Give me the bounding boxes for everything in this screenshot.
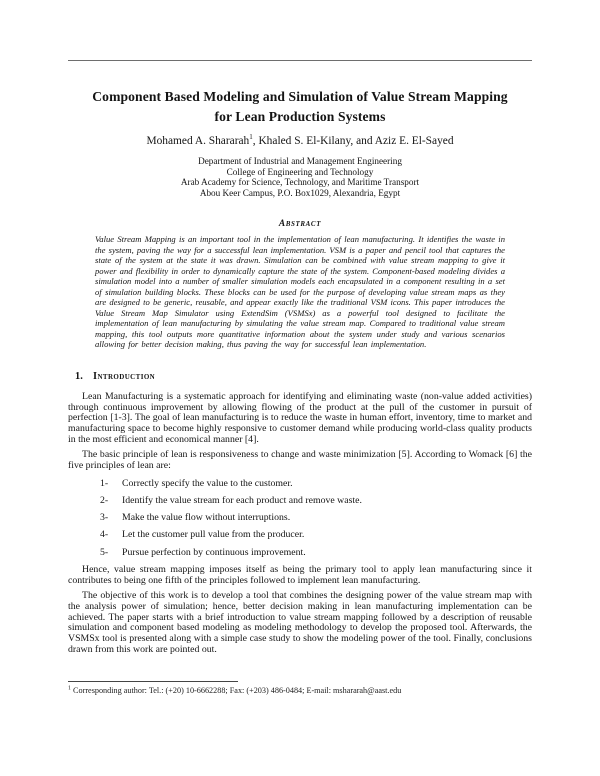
footnote-rule bbox=[68, 681, 238, 682]
lean-principles-list bbox=[68, 479, 532, 559]
list-item-number: 5- bbox=[100, 546, 109, 558]
intro-paragraph-2: The basic principle of lean is responsiveness to change and waste minimization [5]. According to Womack [6] the five principles of lean are: bbox=[68, 449, 532, 472]
intro-paragraph-4: The objective of this work is to develop a tool that combines the designing power of the value stream map with the analysis power of simulation; hence, better decision making in lean manufacturing implementation can be achieved. The paper starts with a brief introduction to value stream mapping followed by a description of reusable simulation and component based modeling as modeling methodology to develop the proposed tool. Afterwards, the VSMSx tool is presented along with a simple case study to show the modeling power of the tool. Finally, conclusions drawn from this work are pointed out. bbox=[68, 590, 532, 655]
author-names-rest: , Khaled S. El-Kilany, and Aziz E. El-Sayed bbox=[252, 135, 454, 147]
header-rule bbox=[68, 60, 532, 61]
list-item-number: 1- bbox=[100, 477, 109, 489]
section-heading-introduction bbox=[68, 371, 532, 382]
footnote-text: Corresponding author: Tel.: (+20) 10-6662288; Fax: (+203) 486-0484; E-mail: mshararah@aast.edu bbox=[73, 686, 402, 695]
footnote-area bbox=[68, 681, 532, 696]
intro-paragraph-3: Hence, value stream mapping imposes itself as being the primary tool to apply lean manufacturing since it contributes to being one fifth of the principles followed to implement lean manufacturing. bbox=[68, 563, 532, 586]
corresponding-author-marker: 1 bbox=[249, 133, 253, 142]
list-item-number: 2- bbox=[100, 495, 109, 506]
list-item bbox=[100, 548, 532, 559]
list-item-number: 3- bbox=[100, 512, 109, 524]
author-names-first: Mohamed A. Shararah bbox=[146, 135, 250, 147]
affiliation-block bbox=[0, 156, 600, 198]
affiliation-academy: Arab Academy for Science, Technology, and Maritime Transport bbox=[180, 177, 420, 188]
list-item-text: Let the customer pull value from the producer. bbox=[122, 529, 305, 541]
corresponding-author-footnote bbox=[68, 686, 532, 696]
paper-title: Component Based Modeling and Simulation of Value Stream Mapping for Lean Production Systems bbox=[92, 89, 508, 124]
authors-line bbox=[0, 135, 600, 148]
list-item bbox=[100, 513, 532, 524]
footnote-marker: 1 bbox=[68, 685, 71, 692]
abstract-text: Value Stream Mapping is an important tool in the implementation of lean manufacturing. It identifies the waste in the system, paving the way for a successful lean implementation. VSM is a paper and pencil tool that captures the state of the system at the state it was drawn. Simulation can be combined with value stream mapping to give it power and flexibility in order to dynamically capture the state of the system. Component-based modeling divides a simulation model into a number of smaller simulation models each encapsulated in a component resulting in a set of simulation building blocks. These blocks can be used for the purpose of developing value stream maps as they are designed to be generic, reusable, and appear exactly like the traditional VSM icons. This paper introduces the Value Stream Map Simulator using ExtendSim (VSMSx) as a powerful tool designed to facilitate the implementation of lean manufacturing by simulating the value stream map. Compared to traditional value stream mapping, this tool outputs more quantitative information about the system under study and various scenarios allowing for better decision making, thus paving the way for successful lean implementation. bbox=[95, 234, 505, 350]
list-item-number: 4- bbox=[100, 529, 109, 541]
list-item-text: Correctly specify the value to the customer. bbox=[122, 477, 293, 489]
list-item bbox=[100, 530, 532, 541]
intro-paragraph-1: Lean Manufacturing is a systematic approach for identifying and eliminating waste (non-value added activities) through continuous improvement by allowing flowing of the product at the pull of the customer in pursuit of perfection [1-3]. The goal of lean manufacturing is to reduce the waste in human effort, inventory, time to market and manufacturing space to become highly responsive to customer demand while producing world-class quality products in the most efficient and economical manner [4]. bbox=[68, 390, 532, 445]
list-item-text: Pursue perfection by continuous improvement. bbox=[122, 546, 306, 558]
abstract-heading: Abstract bbox=[278, 219, 322, 230]
list-item-text: Make the value flow without interruptions. bbox=[122, 512, 291, 524]
list-item bbox=[100, 496, 532, 507]
affiliation-address: Abou Keer Campus, P.O. Box1029, Alexandria, Egypt bbox=[199, 187, 401, 198]
affiliation-college: College of Engineering and Technology bbox=[226, 166, 374, 177]
section-number: 1. bbox=[75, 370, 83, 382]
affiliation-department: Department of Industrial and Management Engineering bbox=[198, 156, 402, 166]
list-item-text: Identify the value stream for each product and remove waste. bbox=[122, 495, 362, 506]
section-title: Introduction bbox=[93, 370, 156, 382]
list-item bbox=[100, 479, 532, 490]
